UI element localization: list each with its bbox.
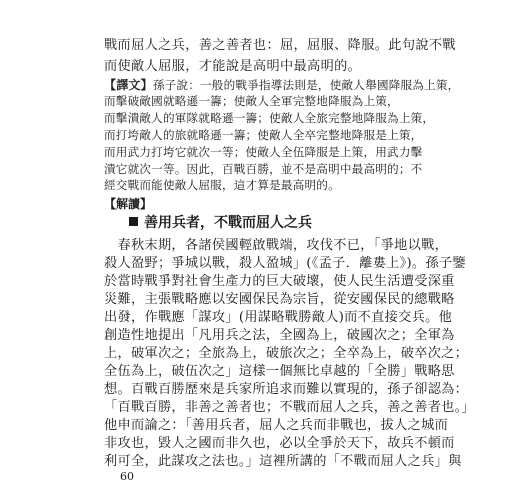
translation-line-6: 潰它就次一等。因此，百戰百勝，並不是高明中最高明的；不 xyxy=(104,162,423,176)
body-line-4: 災難，主張戰略應以安國保民為宗旨，從安國保民的總戰略 xyxy=(104,292,455,307)
body-line-12: 非攻也，毀人之國而非久也，必以全爭於天下，故兵不頓而 xyxy=(104,436,455,451)
body-line-6: 創造性地提出「凡用兵之法，全國為上，破國次之；全軍為 xyxy=(104,328,455,343)
page-number: 60 xyxy=(120,470,134,483)
heading-square-icon xyxy=(129,217,138,226)
body-line-8: 全伍為上，破伍次之」這樣一個無比卓越的「全勝」戰略思 xyxy=(104,364,455,379)
intro-line-1: 戰而屈人之兵，善之善者也：屈，屈服、降服。此句說不戰 xyxy=(104,38,456,53)
translation-line-7: 經交戰而能使敵人屈服，這才算是最高明的。 xyxy=(104,178,340,192)
translation-line-5: 而用武力打垮它就次一等；使敵人全伍降服是上策，用武力擊 xyxy=(104,145,423,159)
analysis-label: 【解讀】 xyxy=(104,197,153,211)
translation-line-4: 而打垮敵人的旅就略遜一籌；使敵人全卒完整地降服是上策， xyxy=(104,128,423,142)
body-line-10: 「百戰百勝，非善之善者也；不戰而屈人之兵，善之善者也。」 xyxy=(104,400,476,415)
body-line-1: 春秋末期，各諸侯國輕啟戰端，攻伐不已，「爭地以戰， xyxy=(104,238,449,253)
body-line-13: 利可全，此謀攻之法也。」這裡所講的「不戰而屈人之兵」與 xyxy=(104,454,462,469)
translation-line-3: 而擊潰敵人的軍隊就略遜一籌；使敵人全旅完整地降服為上策， xyxy=(104,111,435,125)
body-line-11: 他申而論之：「善用兵者，屈人之兵而非戰也，拔人之城而 xyxy=(104,418,449,433)
translation-line-1: 【譯文】孫子說：一般的戰爭指導法則是，使敵人舉國降服為上策， xyxy=(104,78,460,92)
translation-line-2: 而擊破敵國就略遜一籌；使敵人全軍完整地降服為上策， xyxy=(104,94,399,108)
body-line-5: 出發，作戰應「謀攻」(用謀略戰勝敵人)而不直接交兵。他 xyxy=(104,310,453,325)
translation-label: 【譯文】 xyxy=(104,78,153,92)
body-line-9: 想。百戰百勝歷來是兵家所追求而難以實現的，孫子卻認為： xyxy=(104,382,469,397)
body-line-2: 殺人盈野；爭城以戰，殺人盈城」(《孟子．離婁上》)。孫子鑒 xyxy=(104,256,466,271)
body-line-3: 於當時戰爭對社會生產力的巨大破壞，使人民生活遭受深重 xyxy=(104,274,455,289)
intro-line-2: 而使敵人屈服，才能說是高明中最高明的。 xyxy=(104,59,362,74)
body-line-7: 上，破軍次之；全旅為上，破旅次之；全卒為上，破卒次之； xyxy=(104,346,469,361)
section-heading: 善用兵者，不戰而屈人之兵 xyxy=(129,212,312,232)
